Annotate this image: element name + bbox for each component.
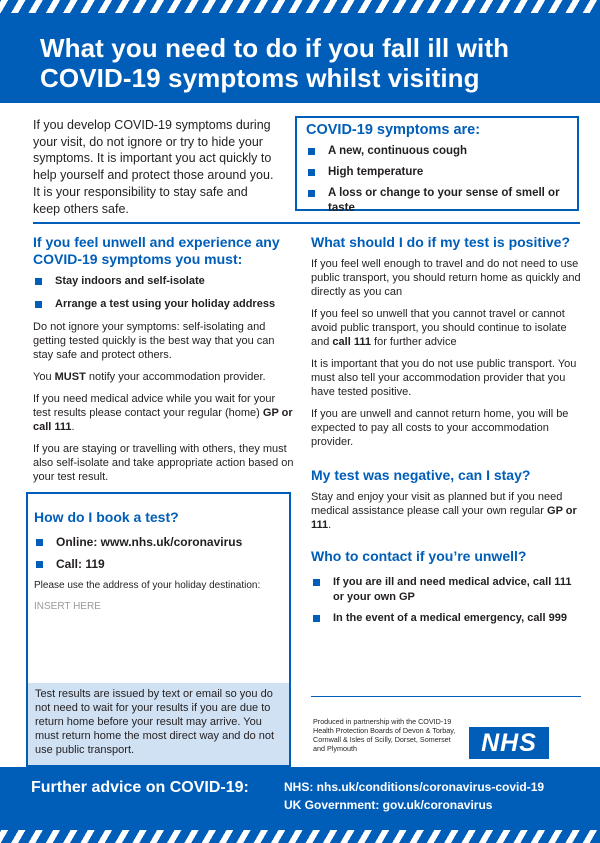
positive-p3: It is important that you do not use public transport. You must also tell your accommodation provider that you have tested positive.	[311, 358, 577, 398]
positive-p2: If you feel so unwell that you cannot travel or cannot avoid public transport, you should continue to isolate and call 111 for further advice	[311, 308, 567, 348]
unwell-title: If you feel unwell and experience any COVID-19 symptoms you must:	[33, 234, 280, 267]
negative-title: My test was negative, can I stay?	[311, 467, 531, 483]
online-link[interactable]: Online: www.nhs.uk/coronavirus	[34, 535, 289, 550]
symptoms-list	[306, 144, 577, 216]
positive-p1: If you feel well enough to travel and do not need to use public transport, you should return home as quickly and directly as you can	[311, 258, 581, 298]
page-title: What you need to do if you fall ill with COVID-19 symptoms whilst visiting	[40, 33, 510, 93]
gov-link[interactable]: UK Government: gov.uk/coronavirus	[284, 797, 493, 812]
contact-list	[311, 575, 581, 626]
symptoms-box	[295, 116, 579, 214]
page-header	[0, 13, 600, 103]
list-item: In the event of a medical emergency, call 999	[311, 611, 581, 626]
divider	[311, 696, 581, 697]
book-test-title: How do I book a test?	[34, 509, 179, 525]
book-test-box	[26, 492, 291, 685]
advice-paragraph: If you need medical advice while you wait for your test results please contact your regular (home) GP or call 111.	[33, 393, 293, 433]
unwell-section	[33, 234, 295, 492]
footer-label: Further advice on COVID-19:	[31, 779, 249, 796]
notify-paragraph: You MUST notify your accommodation provider.	[33, 371, 266, 383]
results-note: Test results are issued by text or email so you do not need to wait for your results if you are due to return home before your result may arrive. You must return home the most direct way and do not use public transport.	[26, 683, 291, 767]
nhs-link[interactable]: NHS: nhs.uk/conditions/coronavirus-covid-19	[284, 780, 545, 794]
list-item: A loss or change to your sense of smell or taste	[306, 186, 577, 216]
intro-text: If you develop COVID-19 symptoms during your visit, do not ignore or try to hide your symptoms. It is important you act quickly to help yourself and protect those around you. It is your responsibility to stay safe and keep others safe.	[33, 118, 274, 216]
list-item: Arrange a test using your holiday address	[33, 297, 295, 312]
partnership-note: Produced in partnership with the COVID-19 Health Protection Boards of Devon & Torbay, Cornwall & Isles of Scilly, Dorset, Somerset and Plymouth	[313, 717, 456, 753]
list-item: If you are ill and need medical advice, call 111 or your own GP	[311, 575, 581, 605]
footer-links	[284, 779, 544, 814]
call-number: Call: 119	[34, 557, 289, 572]
bottom-stripe	[0, 830, 600, 843]
top-stripe	[0, 0, 600, 13]
address-note: Please use the address of your holiday destination:	[34, 580, 261, 591]
negative-p1: Stay and enjoy your visit as planned but if you need medical assistance please call your own regular GP or 111.	[311, 491, 577, 531]
nhs-logo: NHS	[469, 727, 549, 759]
unwell-list	[33, 274, 295, 312]
list-item: A new, continuous cough	[306, 144, 577, 159]
symptoms-title: COVID-19 symptoms are:	[306, 122, 481, 138]
positive-p4: If you are unwell and cannot return home, you will be expected to pay all costs to your accommodation provider.	[311, 408, 569, 448]
divider	[33, 222, 580, 224]
positive-title: What should I do if my test is positive?	[311, 234, 571, 250]
unwell-paragraph: Do not ignore your symptoms: self-isolating and getting tested quickly is the best way that you can stay safe and protect others.	[33, 321, 275, 361]
footer	[0, 767, 600, 830]
list-item: Stay indoors and self-isolate	[33, 274, 295, 289]
others-paragraph: If you are staying or travelling with others, they must also self-isolate and take appropriate action based on your test result.	[33, 443, 294, 483]
book-test-list	[34, 535, 289, 572]
list-item: High temperature	[306, 165, 577, 180]
insert-placeholder: INSERT HERE	[34, 601, 101, 612]
right-column	[311, 234, 581, 632]
contact-title: Who to contact if you’re unwell?	[311, 548, 527, 564]
